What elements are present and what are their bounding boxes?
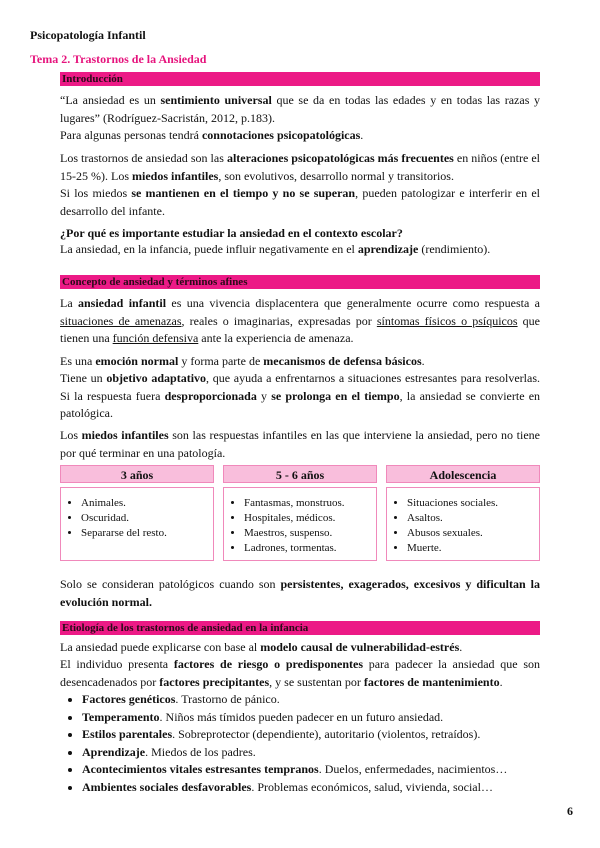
persistence-paragraph: Si los miedos se mantienen en el tiempo y no se superan, pueden patologizar e interferir en el desarrollo del infante. xyxy=(60,186,540,218)
list-item: • Maestros, suspenso. xyxy=(244,526,372,541)
pathology-criteria-paragraph: Solo se consideran patológicos cuando son persistentes, exagerados, excesivos y dificultan la evolución normal. xyxy=(60,577,540,609)
chapter-title: Tema 2. Trastornos de la Ansiedad xyxy=(30,52,207,66)
list-item: • Fantasmas, monstruos. xyxy=(244,496,372,511)
column-body xyxy=(223,487,377,561)
list-item: • Situaciones sociales. xyxy=(407,496,535,511)
fears-by-age-table xyxy=(60,465,540,561)
fears-column-3-years xyxy=(60,465,214,561)
concept-paragraph-3: Tiene un objetivo adaptativo, que ayuda a enfrentarnos a situaciones estresantes para resolverlas. Si la respuesta fuera desproporcionada y se prolonga en el tiempo, la ansiedad se convierte en patológica. xyxy=(60,371,541,420)
list-item: • Factores genéticos. Trastorno de pánico. xyxy=(82,691,562,709)
fears-column-adolescence xyxy=(386,465,540,561)
section-heading-concept: Concepto de ansiedad y términos afines xyxy=(60,275,540,289)
page-number: 6 xyxy=(567,804,573,818)
etiology-paragraph-2: El individuo presenta factores de riesgo o predisponentes para padecer la ansiedad que son desencadenados por factores precipitantes, y se sustentan por factores de mantenimiento. xyxy=(60,657,540,689)
list-item: • Muerte. xyxy=(407,541,535,556)
list-item: • Ambientes sociales desfavorables. Problemas económicos, salud, vivienda, social… xyxy=(82,779,562,797)
school-answer: La ansiedad, en la infancia, puede influir negativamente en el aprendizaje (rendimiento). xyxy=(60,242,491,256)
list-item: • Ladrones, tormentas. xyxy=(244,541,372,556)
school-question: ¿Por qué es importante estudiar la ansiedad en el contexto escolar? xyxy=(60,226,403,240)
concept-paragraph-2: Es una emoción normal y forma parte de mecanismos de defensa básicos. xyxy=(60,354,425,368)
risk-factors-list xyxy=(60,691,562,796)
course-title: Psicopatología Infantil xyxy=(30,28,146,42)
list-item: • Separarse del resto. xyxy=(81,526,209,541)
disorders-paragraph: Los trastornos de ansiedad son las alteraciones psicopatológicas más frecuentes en niños (entre el 15-25 %). Los miedos infantiles, son evolutivos, desarrollo normal y transitorios. xyxy=(60,151,540,183)
list-item: • Aprendizaje. Miedos de los padres. xyxy=(82,744,562,762)
connotations-paragraph: Para algunas personas tendrá connotaciones psicopatológicas. xyxy=(60,128,364,142)
list-item: • Acontecimientos vitales estresantes tempranos. Duelos, enfermedades, nacimientos… xyxy=(82,761,562,779)
section-heading-intro: Introducción xyxy=(60,72,540,86)
column-header: 5 - 6 años xyxy=(223,465,377,483)
list-item: • Hospitales, médicos. xyxy=(244,511,372,526)
column-header: Adolescencia xyxy=(386,465,540,483)
etiology-paragraph-1: La ansiedad puede explicarse con base al modelo causal de vulnerabilidad-estrés. xyxy=(60,640,463,654)
list-item: • Abusos sexuales. xyxy=(407,526,535,541)
list-item: • Temperamento. Niños más tímidos pueden padecer en un futuro ansiedad. xyxy=(82,709,562,727)
list-item: • Asaltos. xyxy=(407,511,535,526)
column-header: 3 años xyxy=(60,465,214,483)
list-item: • Oscuridad. xyxy=(81,511,209,526)
section-heading-etiology: Etiología de los trastornos de ansiedad en la infancia xyxy=(60,621,540,635)
fears-column-5-6-years xyxy=(223,465,377,561)
column-body xyxy=(386,487,540,561)
list-item: • Estilos parentales. Sobreprotector (dependiente), autoritario (violentos, retraídos). xyxy=(82,726,562,744)
concept-paragraph-1: La ansiedad infantil es una vivencia displacentera que generalmente ocurre como respuesta a situaciones de amenazas, reales o imaginarias, expresadas por síntomas físicos o psíquicos que tienen una función defensiva ante la experiencia de amenaza. xyxy=(60,296,541,345)
concept-paragraph-4: Los miedos infantiles son las respuestas infantiles en las que interviene la ansiedad, pero no tiene por qué terminar en una patología. xyxy=(60,428,541,460)
quote-paragraph: “La ansiedad es un sentimiento universal que se da en todas las edades y en todas las razas y lugares” (Rodríguez-Sacristán, 2012, p.183). xyxy=(60,93,541,125)
column-body xyxy=(60,487,214,561)
list-item: • Animales. xyxy=(81,496,209,511)
